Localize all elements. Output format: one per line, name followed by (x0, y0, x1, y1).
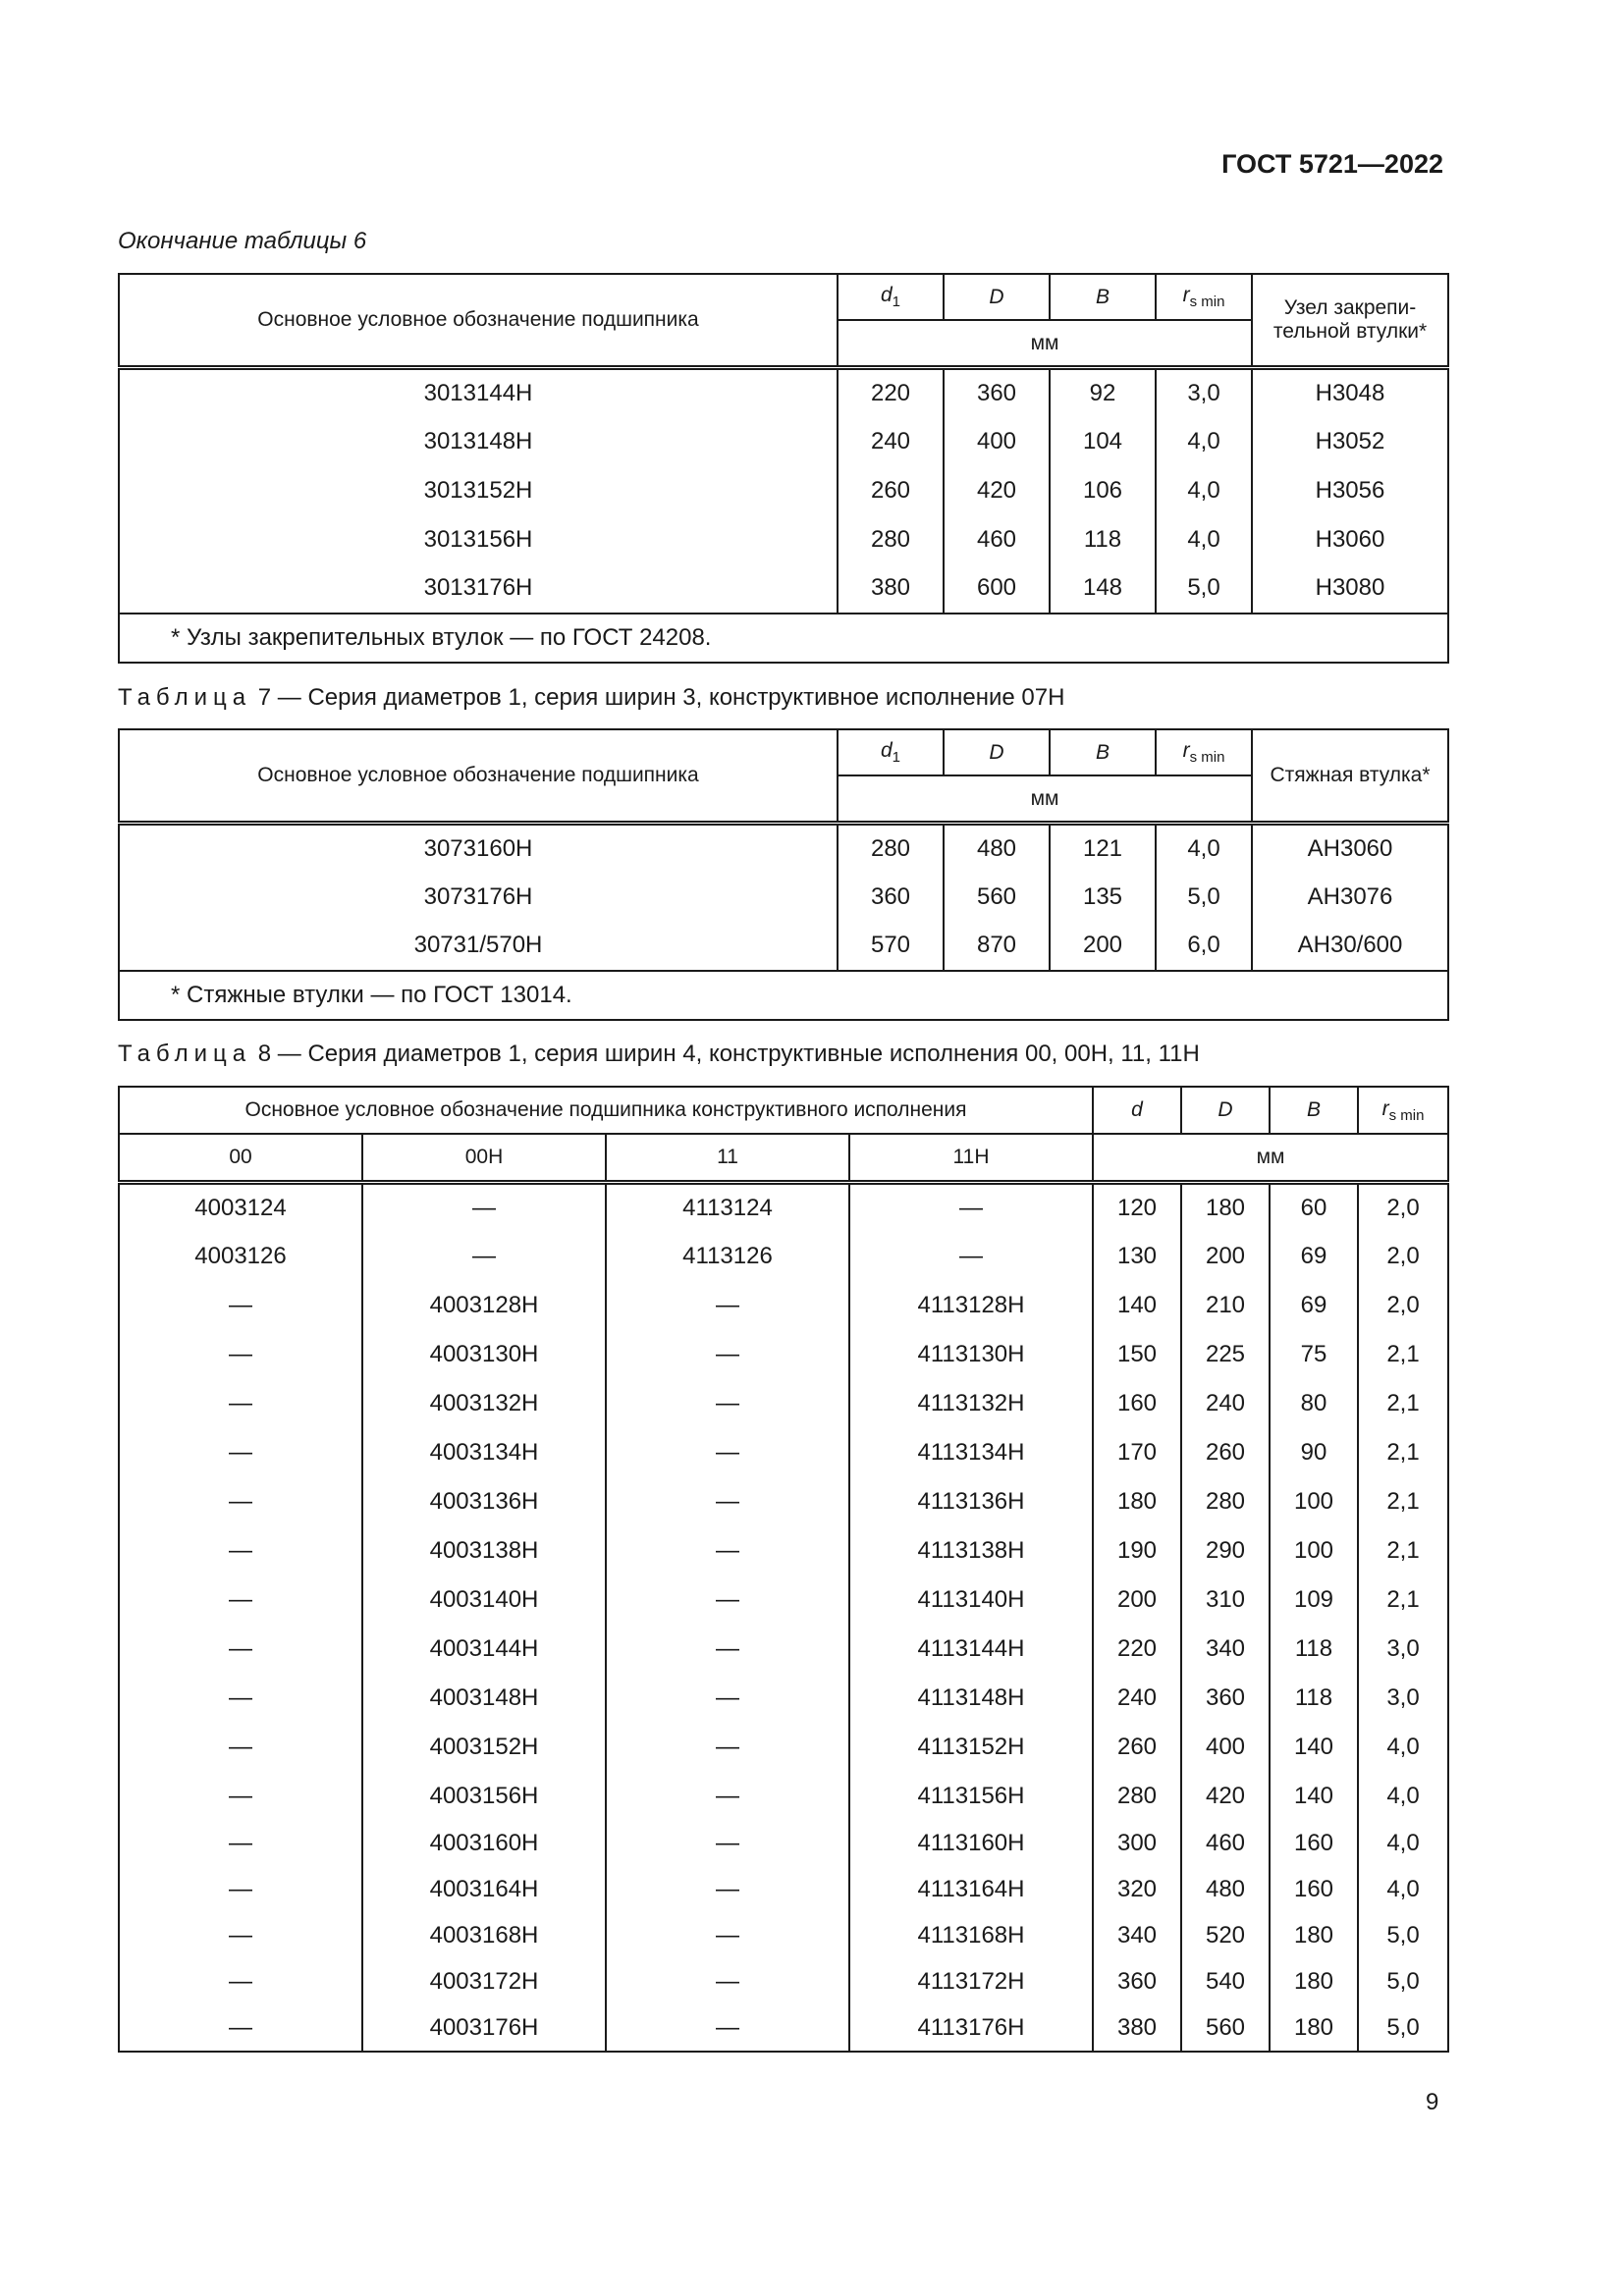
header-designation: Основное условное обозначение подшипника (119, 274, 838, 368)
table-row (119, 1379, 1448, 1428)
table-cell: 2,1 (1358, 1379, 1448, 1428)
document-code: ГОСТ 5721—2022 (1221, 149, 1443, 179)
table8-caption: Таблица 8 — Серия диаметров 1, серия ширин 4, конструктивные исполнения 00, 00Н, 11, 11Н (118, 1041, 1200, 1067)
header-D: D (1181, 1087, 1270, 1134)
table-8 (118, 1086, 1449, 2053)
table-cell: 340 (1181, 1625, 1270, 1674)
table-cell: — (849, 1232, 1093, 1281)
table-row (119, 1477, 1448, 1526)
table-row (119, 1526, 1448, 1575)
table-cell: 220 (1093, 1625, 1181, 1674)
header-unit: мм (1093, 1134, 1448, 1183)
table-cell: — (119, 1821, 362, 1867)
table-cell: — (606, 1913, 849, 1959)
table-cell: 2,1 (1358, 1477, 1448, 1526)
table-cell: 118 (1270, 1674, 1358, 1723)
table-cell: 5,0 (1358, 1959, 1448, 2005)
table-cell: 4113138H (849, 1526, 1093, 1575)
table-cell: 4003164H (362, 1867, 606, 1913)
table-row: 3073160H 280 480 121 4,0 AH3060 (119, 824, 1448, 873)
table-cell: — (606, 1575, 849, 1625)
table-cell: 4113126 (606, 1232, 849, 1281)
table-cell: 4,0 (1358, 1772, 1448, 1821)
table-cell: 180 (1270, 2005, 1358, 2052)
table7-footnote: * Стяжные втулки — по ГОСТ 13014. (119, 971, 1448, 1020)
table-cell: 4003132H (362, 1379, 606, 1428)
table-cell: 4003176H (362, 2005, 606, 2052)
header-D: D (944, 274, 1050, 320)
table-cell: 4003136H (362, 1477, 606, 1526)
header-designation: Основное условное обозначение подшипника конструктивного исполнения (119, 1087, 1093, 1134)
table-cell: — (606, 1867, 849, 1913)
header-r-smin: $r_{s min}$ (1358, 1087, 1448, 1134)
table-cell: 4,0 (1358, 1821, 1448, 1867)
header-d1: $d_1$ (838, 274, 944, 320)
table-row: 3013148H 240 400 104 4,0 H3052 (119, 417, 1448, 466)
table-cell: 69 (1270, 1232, 1358, 1281)
table-cell: 3,0 (1358, 1625, 1448, 1674)
table-cell: 2,1 (1358, 1428, 1448, 1477)
table-row: 3013144H 220 360 92 3,0 H3048 (119, 368, 1448, 417)
table-cell: 460 (1181, 1821, 1270, 1867)
table-cell: — (119, 1959, 362, 2005)
table-cell: — (119, 1674, 362, 1723)
table-cell: — (119, 1281, 362, 1330)
table-cell: 4003126 (119, 1232, 362, 1281)
header-designation: Основное условное обозначение подшипника (119, 729, 838, 824)
table-cell: 160 (1093, 1379, 1181, 1428)
table-cell: 4113124 (606, 1183, 849, 1232)
table-cell: — (119, 1330, 362, 1379)
header-unit: мм (838, 775, 1252, 824)
table-cell: — (119, 1723, 362, 1772)
table-cell: 4113144H (849, 1625, 1093, 1674)
table-row: 3073176H 360 560 135 5,0 AH3076 (119, 873, 1448, 922)
table-cell: — (606, 1772, 849, 1821)
header-r-smin: $r_{s min}$ (1156, 729, 1252, 775)
table-cell: 4113160H (849, 1821, 1093, 1867)
table-cell: 60 (1270, 1183, 1358, 1232)
table-cell: 4003152H (362, 1723, 606, 1772)
table-cell: 4113156H (849, 1772, 1093, 1821)
table-cell: 75 (1270, 1330, 1358, 1379)
table-cell: 4003128H (362, 1281, 606, 1330)
table-cell: 4003168H (362, 1913, 606, 1959)
table-row: 3013176H 380 600 148 5,0 H3080 (119, 564, 1448, 614)
table-cell: 240 (1093, 1674, 1181, 1723)
table-cell: 4003130H (362, 1330, 606, 1379)
table-cell: 118 (1270, 1625, 1358, 1674)
table-cell: 170 (1093, 1428, 1181, 1477)
table-cell: 4113130H (849, 1330, 1093, 1379)
table-cell: 100 (1270, 1477, 1358, 1526)
table-cell: 4003160H (362, 1821, 606, 1867)
table-cell: 4113168H (849, 1913, 1093, 1959)
table-cell: — (606, 1379, 849, 1428)
table-cell: 560 (1181, 2005, 1270, 2052)
table-cell: — (606, 1428, 849, 1477)
table-row (119, 1959, 1448, 2005)
table-cell: — (119, 1477, 362, 1526)
table-cell: 4003148H (362, 1674, 606, 1723)
header-assembly: Узел закрепи-тельной втулки* (1252, 274, 1448, 368)
table-cell: — (119, 1379, 362, 1428)
table-cell: 260 (1093, 1723, 1181, 1772)
table8-body (119, 1183, 1448, 2052)
table-row (119, 1625, 1448, 1674)
table-row (119, 1183, 1448, 1232)
table-cell: — (119, 1428, 362, 1477)
table-cell: — (119, 1625, 362, 1674)
table-row (119, 1575, 1448, 1625)
table-row (119, 1428, 1448, 1477)
table-cell: 140 (1270, 1723, 1358, 1772)
table-cell: 3,0 (1358, 1674, 1448, 1723)
table-cell: 4003156H (362, 1772, 606, 1821)
table-cell: 4003144H (362, 1625, 606, 1674)
table-cell: — (119, 1526, 362, 1575)
header-B: B (1050, 274, 1156, 320)
table-cell: 340 (1093, 1913, 1181, 1959)
header-variant-11h: 11H (849, 1134, 1093, 1183)
page-number: 9 (1426, 2089, 1439, 2115)
table-6 (118, 273, 1449, 664)
table-cell: — (606, 1330, 849, 1379)
table-cell: — (606, 1821, 849, 1867)
table-cell: — (119, 1913, 362, 1959)
table-cell: 180 (1181, 1183, 1270, 1232)
table-cell: 2,1 (1358, 1575, 1448, 1625)
table-cell: 150 (1093, 1330, 1181, 1379)
table-cell: 4003172H (362, 1959, 606, 2005)
header-d: d (1093, 1087, 1181, 1134)
table-cell: 260 (1181, 1428, 1270, 1477)
table-cell: 420 (1181, 1772, 1270, 1821)
header-variant-00h: 00H (362, 1134, 606, 1183)
table-cell: 200 (1181, 1232, 1270, 1281)
table-cell: 200 (1093, 1575, 1181, 1625)
table6-footnote: * Узлы закрепительных втулок — по ГОСТ 24208. (119, 614, 1448, 663)
table-cell: — (606, 1723, 849, 1772)
table6-caption: Окончание таблицы 6 (118, 228, 367, 254)
table-cell: — (119, 2005, 362, 2052)
table-row (119, 1281, 1448, 1330)
table-row: 3013152H 260 420 106 4,0 H3056 (119, 466, 1448, 515)
table-cell: 2,0 (1358, 1232, 1448, 1281)
table-cell: 2,0 (1358, 1183, 1448, 1232)
header-sleeve: Стяжная втулка* (1252, 729, 1448, 824)
table-cell: 310 (1181, 1575, 1270, 1625)
table-cell: 360 (1181, 1674, 1270, 1723)
table-cell: 225 (1181, 1330, 1270, 1379)
table-cell: 160 (1270, 1867, 1358, 1913)
table-cell: 4113140H (849, 1575, 1093, 1625)
table-cell: 2,1 (1358, 1330, 1448, 1379)
table-cell: 180 (1270, 1959, 1358, 2005)
table-cell: 4003138H (362, 1526, 606, 1575)
table-cell: 280 (1093, 1772, 1181, 1821)
table-cell: 2,1 (1358, 1526, 1448, 1575)
table-cell: 4113164H (849, 1867, 1093, 1913)
table-row (119, 1674, 1448, 1723)
table-row (119, 1330, 1448, 1379)
table-cell: 180 (1270, 1913, 1358, 1959)
table-cell: 290 (1181, 1526, 1270, 1575)
header-variant-00: 00 (119, 1134, 362, 1183)
table-row (119, 1723, 1448, 1772)
table-cell: 190 (1093, 1526, 1181, 1575)
header-r-smin: $r_{s min}$ (1156, 274, 1252, 320)
table-cell: — (362, 1183, 606, 1232)
table-cell: — (606, 1477, 849, 1526)
table-cell: — (849, 1183, 1093, 1232)
table-cell: 180 (1093, 1477, 1181, 1526)
table7-caption: Таблица 7 — Серия диаметров 1, серия ширин 3, конструктивное исполнение 07Н (118, 684, 1065, 711)
table-cell: 520 (1181, 1913, 1270, 1959)
table-cell: — (119, 1772, 362, 1821)
header-unit: мм (838, 320, 1252, 368)
table-cell: 380 (1093, 2005, 1181, 2052)
table-cell: — (606, 1281, 849, 1330)
table-row (119, 2005, 1448, 2052)
table-cell: 360 (1093, 1959, 1181, 2005)
table-cell: 100 (1270, 1526, 1358, 1575)
table-row (119, 1821, 1448, 1867)
table-cell: 400 (1181, 1723, 1270, 1772)
table6-body (119, 368, 1448, 614)
table-cell: 5,0 (1358, 1913, 1448, 1959)
table7-body (119, 824, 1448, 971)
header-variant-11: 11 (606, 1134, 849, 1183)
table-row (119, 1913, 1448, 1959)
table-cell: 210 (1181, 1281, 1270, 1330)
table-cell: 540 (1181, 1959, 1270, 2005)
table-cell: 4113148H (849, 1674, 1093, 1723)
header-B: B (1050, 729, 1156, 775)
table-7 (118, 728, 1449, 1021)
table-row (119, 1232, 1448, 1281)
table-cell: 300 (1093, 1821, 1181, 1867)
table-row (119, 1772, 1448, 1821)
table-cell: 4,0 (1358, 1723, 1448, 1772)
table-cell: 280 (1181, 1477, 1270, 1526)
table-cell: — (606, 2005, 849, 2052)
table-cell: 4113132H (849, 1379, 1093, 1428)
table-cell: 140 (1270, 1772, 1358, 1821)
table-row: 30731/570H 570 870 200 6,0 AH30/600 (119, 922, 1448, 971)
table-cell: 80 (1270, 1379, 1358, 1428)
table-cell: 4003124 (119, 1183, 362, 1232)
table-cell: 4113152H (849, 1723, 1093, 1772)
header-d1: $d_1$ (838, 729, 944, 775)
table-cell: 4113176H (849, 2005, 1093, 2052)
table-row: 3013156H 280 460 118 4,0 H3060 (119, 515, 1448, 564)
table-cell: 2,0 (1358, 1281, 1448, 1330)
table-cell: 90 (1270, 1428, 1358, 1477)
table-cell: 320 (1093, 1867, 1181, 1913)
table-cell: — (119, 1867, 362, 1913)
table-cell: 130 (1093, 1232, 1181, 1281)
table-cell: 4,0 (1358, 1867, 1448, 1913)
header-D: D (944, 729, 1050, 775)
table-cell: — (606, 1625, 849, 1674)
table-cell: 4113128H (849, 1281, 1093, 1330)
table-cell: 4003140H (362, 1575, 606, 1625)
table-cell: 109 (1270, 1575, 1358, 1625)
table-cell: 240 (1181, 1379, 1270, 1428)
table-cell: 120 (1093, 1183, 1181, 1232)
table-cell: 5,0 (1358, 2005, 1448, 2052)
table-cell: 69 (1270, 1281, 1358, 1330)
table-cell: — (119, 1575, 362, 1625)
table-cell: — (606, 1526, 849, 1575)
table-cell: 480 (1181, 1867, 1270, 1913)
table-cell: 140 (1093, 1281, 1181, 1330)
table-cell: 4113136H (849, 1477, 1093, 1526)
table-cell: 160 (1270, 1821, 1358, 1867)
header-B: B (1270, 1087, 1358, 1134)
table-cell: 4003134H (362, 1428, 606, 1477)
table-cell: 4113134H (849, 1428, 1093, 1477)
table-cell: 4113172H (849, 1959, 1093, 2005)
table-cell: — (362, 1232, 606, 1281)
table-cell: — (606, 1959, 849, 2005)
table-row (119, 1867, 1448, 1913)
table-cell: — (606, 1674, 849, 1723)
